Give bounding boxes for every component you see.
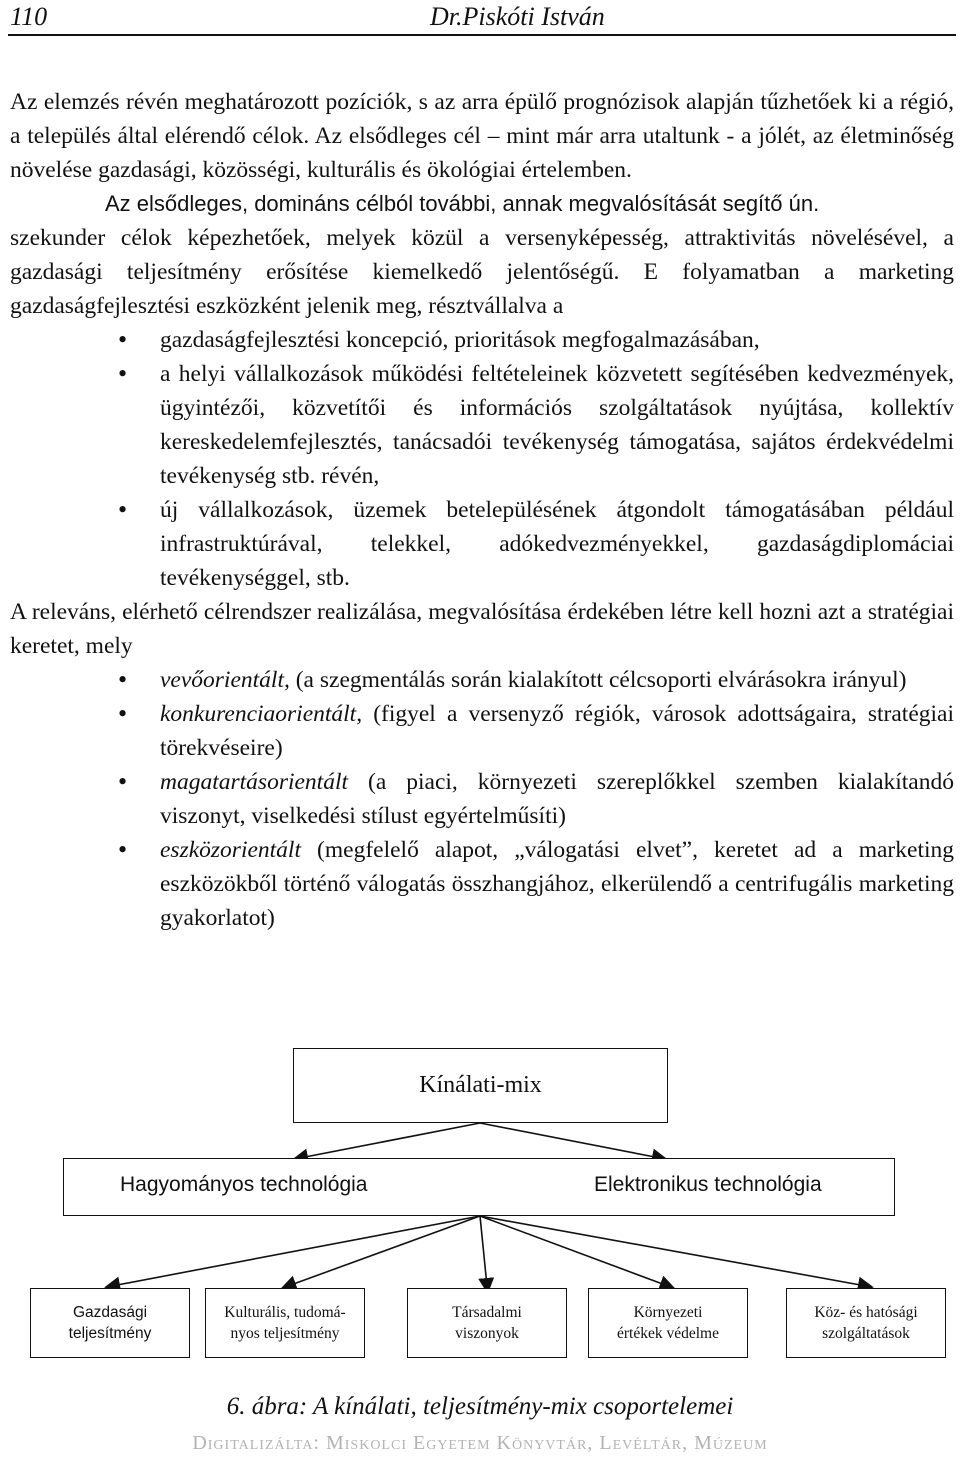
list-item-text: (megfelelő alapot, „válogatási elvet”, keretet ad a marketing eszközökből történő válogatás összhangjához, elkerülendő a centrifugális marketing gyakorlatot) [160,837,954,931]
leaf-line: teljesítmény [68,1325,152,1342]
offer-mix-box: Kínálati-mix [293,1048,668,1123]
list-item [10,765,954,833]
traditional-technology-label: Hagyományos technológia [120,1173,368,1196]
leaf-line: Gazdasági [72,1304,148,1321]
page-number: 110 [10,2,48,31]
leaf-economic-performance [30,1288,190,1358]
list-item: • a helyi vállalkozások működési feltételeinek közvetett segítésében kedvezmények, ügyintézői, közvetítői és információs szolgáltatások nyújtása, kollektív kereskedelemfejlesztés, tanácsadói tevékenység támogatása, sajátos érdekvédelmi tevékenység stb. révén, [10,357,954,493]
leaf-line: nyos teljesítmény [230,1325,340,1342]
list-item [10,833,954,935]
bullet-list-1 [10,323,954,595]
electronic-technology-label: Elektronikus technológia [594,1173,822,1196]
list-item [10,663,954,697]
list-item-term: eszközorientált [160,837,301,863]
connector-line [480,1216,668,1286]
list-item-term: vevőorientált, [160,667,290,693]
connector-line [288,1216,480,1286]
connector-line [300,1123,480,1158]
leaf-cultural-performance [205,1288,365,1358]
leaf-line: értékek védelme [617,1325,719,1342]
list-item-text: (a piaci, környezeti szereplőkkel szemben kialakítandó viszonyt, viselkedési stílust egyértelműsíti) [160,769,954,829]
paragraph-3: A releváns, elérhető célrendszer realizálása, megvalósítása érdekében létre kell hozni azt a stratégiai keretet, mely [10,599,954,659]
leaf-environmental-protection [588,1288,748,1358]
connector-line [480,1216,866,1286]
running-author: Dr.Piskóti István [430,2,605,31]
list-item-term: konkurenciaorientált, [160,701,363,727]
list-item-text: (figyel a versenyző régiók, városok adottságaira, stratégiai törekvéseire) [160,701,954,761]
technology-box [63,1158,895,1216]
leaf-line: Környezeti [633,1304,703,1321]
digitization-watermark: Digitalizálta: Miskolci Egyetem Könyvtár, Levéltár, Múzeum [192,1432,768,1454]
leaf-line: Kulturális, tudomá- [224,1304,346,1321]
leaf-line: szolgáltatások [822,1325,910,1342]
list-item [10,697,954,765]
connector-line [480,1123,660,1158]
leaf-line: Társadalmi [452,1304,522,1321]
paragraph-2-lead: Az elsődleges, domináns célból további, annak megvalósítását segítő ún. [105,191,820,216]
leaf-line: viszonyok [455,1325,519,1342]
connector-line [112,1216,480,1286]
list-item: • új vállalkozások, üzemek betelepülésének átgondolt támogatásában például infrastruktúrával, telekkel, adókedvezményekkel, gazdaságdiplomáciai tevékenységgel, stb. [10,493,954,595]
connector-line [480,1216,487,1286]
paragraph-2-rest: szekunder célok képezhetőek, melyek közül a versenyképesség, attraktivitás növelésével, a gazdasági teljesítmény erősítése kiemelkedő jelentőségű. E folyamatban a marketing gazdaságfejlesztési eszközként jelenik meg, résztvállalva a [10,225,954,319]
leaf-public-services [786,1288,946,1358]
list-item-text: (a szegmentálás során kialakított célcsoporti elvárásokra irányul) [289,667,907,693]
leaf-social-relations [407,1288,567,1358]
paragraph-1: Az elemzés révén meghatározott pozíciók, s az arra épülő prognózisok alapján tűzhetőek ki a régió, a település által elérendő célok. Az elsődleges cél – mint már arra utaltunk - a jólét, az életminőség növelése gazdasági, közösségi, kulturális és ökológiai értelemben. [10,89,954,183]
body-text [10,85,954,935]
page-header [0,0,960,40]
bullet-list-2 [10,663,954,935]
list-item-term: magatartásorientált [160,769,349,795]
offer-mix-diagram [0,1040,960,1370]
paragraph-2 [10,187,954,323]
figure-caption: 6. ábra: A kínálati, teljesítmény-mix csoportelemei [226,1393,734,1420]
list-item: • gazdaságfejlesztési koncepció, prioritások megfogalmazásában, [10,323,954,357]
header-rule [8,34,956,36]
leaf-line: Köz- és hatósági [814,1304,918,1321]
